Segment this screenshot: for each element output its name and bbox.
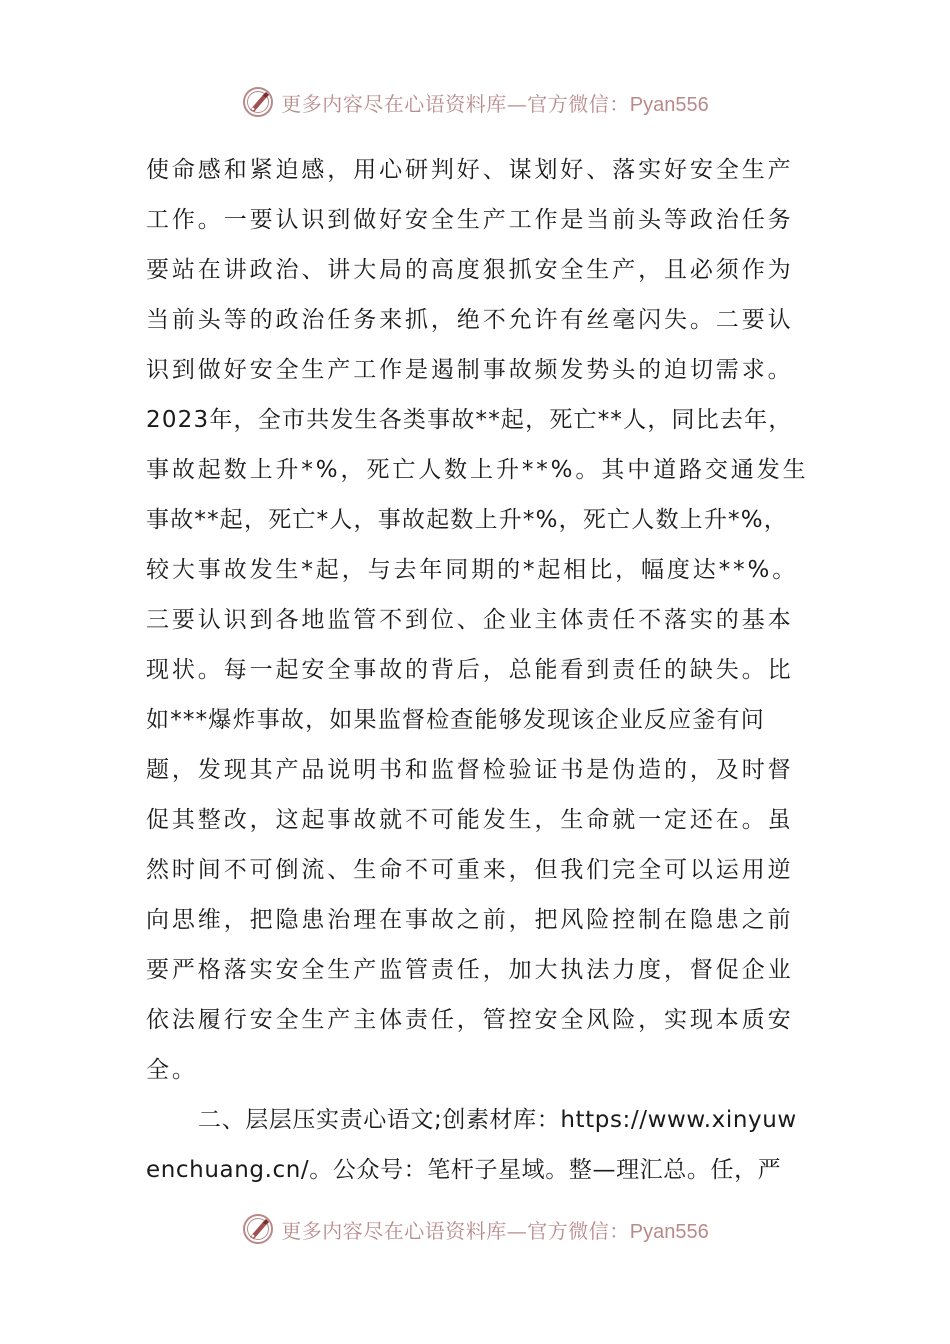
text-line: 2023年，全市共发生各类事故**起，死亡**人，同比去年， — [146, 407, 793, 433]
pen-nib-seal-icon — [241, 85, 275, 119]
text-line: 三要认识到各地监管不到位、企业主体责任不落实的基本 — [146, 607, 794, 633]
text-line: 促其整改，这起事故就不可能发生，生命就一定还在。虽 — [146, 807, 794, 833]
text-line: 向思维，把隐患治理在事故之前，把风险控制在隐患之前 — [146, 907, 794, 933]
document-body — [146, 145, 810, 1195]
text-line: 较大事故发生*起，与去年同期的*起相比，幅度达**%。 — [146, 557, 799, 583]
text-line: 如***爆炸事故，如果监督检查能够发现该企业反应釜有问 — [146, 707, 765, 733]
text-line: enchuang.cn/。公众号：笔杆子星域。整—理汇总。任，严 — [146, 1157, 782, 1183]
pen-nib-seal-icon — [241, 1212, 275, 1246]
paragraph-heading-line: 二、层层压实责心语文;创素材库：https://www.xinyuw — [198, 1107, 797, 1133]
text-line: 依法履行安全生产主体责任，管控安全风险，实现本质安 — [146, 1007, 794, 1033]
text-line: 然时间不可倒流、生命不可重来，但我们完全可以运用逆 — [146, 857, 794, 883]
text-line: 识到做好安全生产工作是遏制事故频发势头的迫切需求。 — [146, 357, 794, 383]
footer-watermark-banner — [0, 1209, 950, 1249]
text-line: 现状。每一起安全事故的背后，总能看到责任的缺失。比 — [146, 657, 794, 683]
header-watermark-banner — [0, 82, 950, 122]
text-line: 全。 — [146, 1057, 198, 1083]
text-line: 事故起数上升*%，死亡人数上升**%。其中道路交通发生 — [146, 457, 809, 483]
text-line: 题，发现其产品说明书和监督检验证书是伪造的，及时督 — [146, 757, 794, 783]
watermark-text: 更多内容尽在心语资料库—官方微信：Pyan556 — [281, 91, 709, 116]
text-line: 工作。一要认识到做好安全生产工作是当前头等政治任务 — [146, 207, 794, 233]
watermark-text: 更多内容尽在心语资料库—官方微信：Pyan556 — [281, 1218, 709, 1243]
text-line: 使命感和紧迫感，用心研判好、谋划好、落实好安全生产 — [146, 157, 794, 183]
text-line: 要严格落实安全生产监管责任，加大执法力度，督促企业 — [146, 957, 794, 983]
text-line: 当前头等的政治任务来抓，绝不允许有丝毫闪失。二要认 — [146, 307, 794, 333]
text-line: 事故**起，死亡*人，事故起数上升*%，死亡人数上升*%， — [146, 507, 789, 533]
text-line: 要站在讲政治、讲大局的高度狠抓安全生产，且必须作为 — [146, 257, 794, 283]
